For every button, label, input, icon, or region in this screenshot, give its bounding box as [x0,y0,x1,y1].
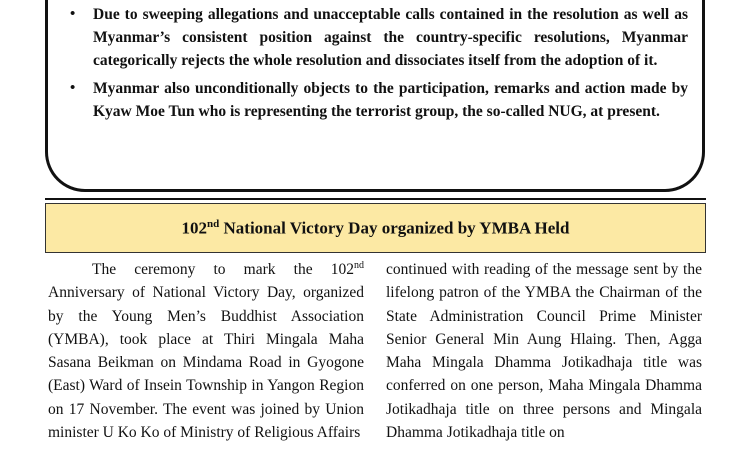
resolution-bullet-list [68,3,688,128]
left-intro-text: The ceremony to mark the 102 [92,261,354,278]
resolution-statement-box [45,0,705,192]
bullet-item-2 [68,77,688,123]
bullet-text-2: Myanmar also unconditionally objects to the participation, remarks and action made by Kyaw Moe Tun who is representing the terrorist group, the so-called NUG, at present. [93,80,688,120]
bullet-item-1 [68,3,688,72]
left-ordinal-suffix: nd [354,259,364,271]
bullet-text-1: Due to sweeping allegations and unacceptable calls contained in the resolution as well as Myanmar’s consistent position against the country-specific resolutions, Myanmar categorically rejects the whole resolution and dissociates itself from the adoption of it. [93,6,688,69]
bullet-dot-icon: • [70,80,76,96]
left-column-paragraph [48,258,364,444]
left-body-text: Anniversary of National Victory Day, organized by the Young Men’s Buddhist Association (YMBA), took place at Thiri Mingala Maha Sasana Beikman on Mindama Road in Gyogone (East) Ward of Insein Township in Yangon Region on 17 November. The event was joined by Union minister U Ko Ko of Ministry of Religious Affairs [48,284,364,442]
article-column-left [48,258,364,444]
right-column-paragraph: continued with reading of the message sent by the lifelong patron of the YMBA the Chairman of the State Administration Council Prime Minister Senior General Min Aung Hlaing. Then, Agga Maha Mingala Dhamma Jotikadhaja title was conferred on one person, Maha Mingala Dhamma Jotikadhaja title on three persons and Mingala Dhamma Jotikadhaja title on [386,261,702,442]
article-column-right [386,258,702,444]
section-divider [45,198,706,200]
bullet-dot-icon: • [70,6,76,22]
heading-ordinal-suffix: nd [207,217,220,230]
article-heading [182,218,570,239]
heading-title-rest: National Victory Day organized by YMBA Held [219,218,570,238]
article-heading-box [45,203,706,253]
heading-number: 102 [181,218,208,238]
